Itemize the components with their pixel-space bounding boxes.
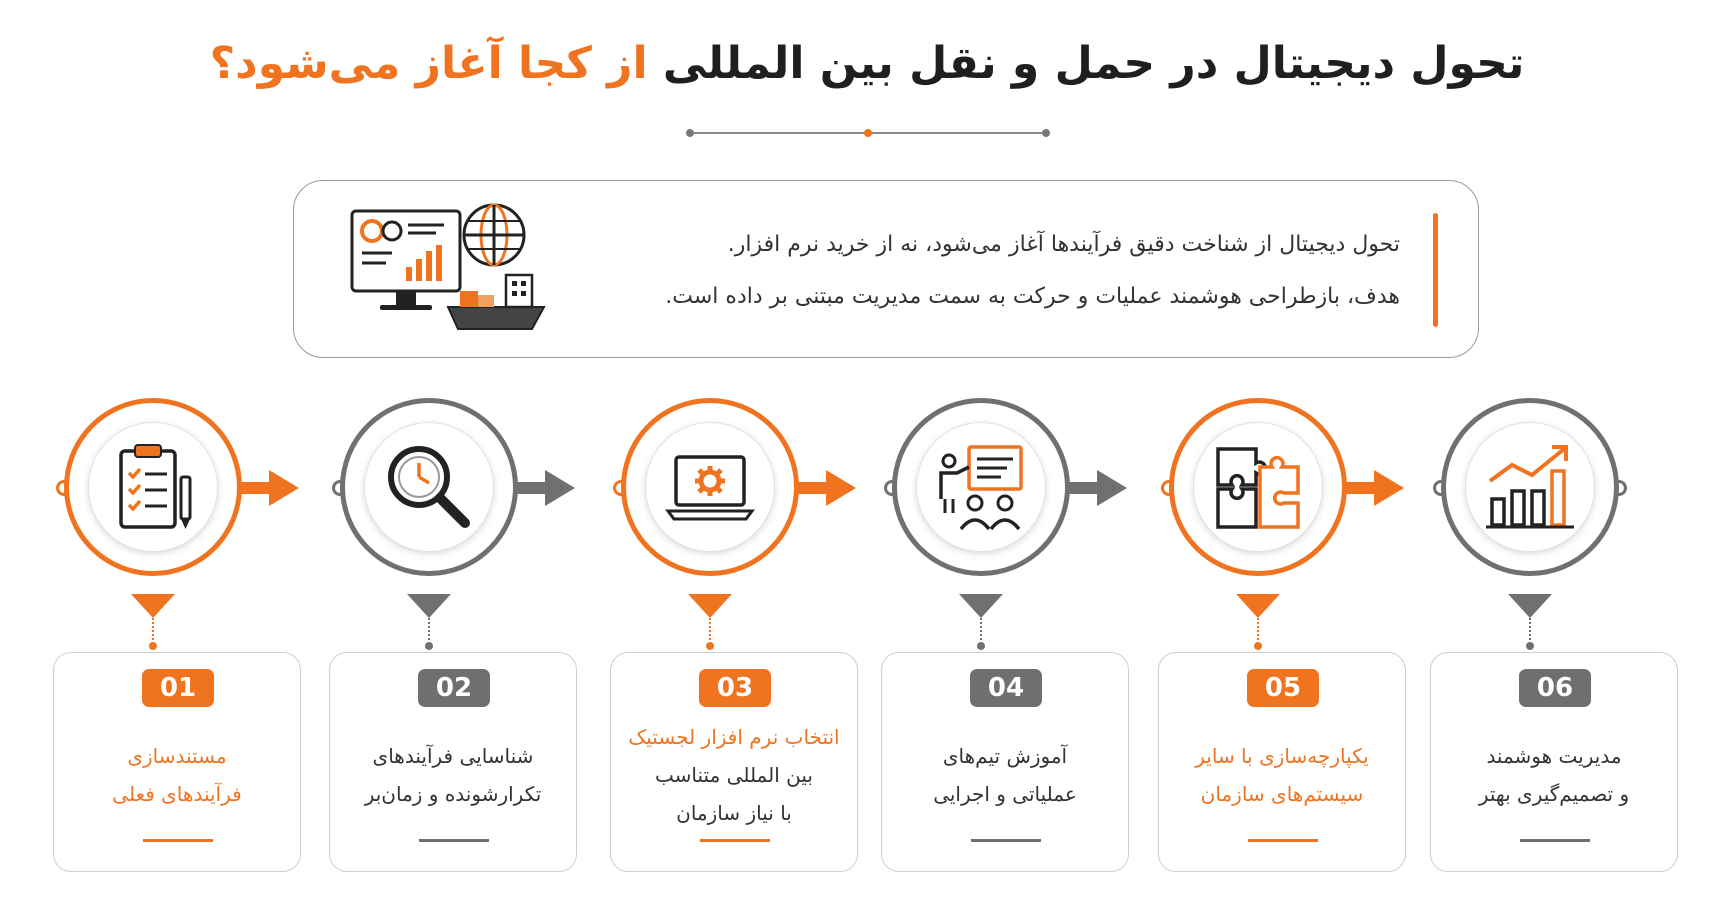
step-ring: [892, 398, 1070, 576]
clipboard-checklist-icon: [103, 437, 203, 537]
arrow-right-icon: [798, 468, 858, 508]
intro-card: [293, 180, 1479, 358]
arrow-right-icon: [241, 468, 301, 508]
step-underline: [143, 839, 213, 842]
step-ring: [1169, 398, 1347, 576]
step-card: [53, 652, 301, 872]
step-number-badge: 01: [142, 669, 214, 707]
step-number-badge: 04: [970, 669, 1042, 707]
step-number-badge: 03: [699, 669, 771, 707]
title-divider: [686, 128, 1050, 138]
growth-chart-icon: [1480, 437, 1580, 537]
pointer-triangle: [959, 594, 1003, 618]
arrow-right-icon: [1069, 468, 1129, 508]
step-card: [610, 652, 858, 872]
intro-line-2: هدف، بازطراحی هوشمند عملیات و حرکت به سمت مدیریت مبتنی بر داده است.: [665, 284, 1400, 309]
step-card: [1158, 652, 1406, 872]
step-card: [329, 652, 577, 872]
step-ring: [1441, 398, 1619, 576]
step-underline: [1248, 839, 1318, 842]
step-label: آموزش تیم‌های عملیاتی و اجرایی: [933, 744, 1077, 806]
step-2: [329, 398, 579, 878]
step-underline: [971, 839, 1041, 842]
step-label: مستندسازی فرآیندهای فعلی: [112, 744, 242, 806]
step-label: یکپارچه‌سازی با سایر سیستم‌های سازمان: [1195, 744, 1369, 806]
laptop-gear-icon: [660, 437, 760, 537]
step-ring: [340, 398, 518, 576]
step-4: [881, 398, 1131, 878]
step-number-badge: 02: [418, 669, 490, 707]
pointer-triangle: [1236, 594, 1280, 618]
step-3: [610, 398, 860, 878]
step-label: انتخاب نرم افزار لجستیک بین المللی متناسب با نیاز سازمان: [628, 725, 840, 825]
step-card: [881, 652, 1129, 872]
step-underline: [419, 839, 489, 842]
step-card: [1430, 652, 1678, 872]
intro-text: [580, 219, 1400, 323]
step-underline: [1520, 839, 1590, 842]
step-1: [53, 398, 303, 878]
pointer-triangle: [131, 594, 175, 618]
title-accent: از کجا آغاز می‌شود؟: [209, 38, 648, 89]
step-underline: [700, 839, 770, 842]
step-6: [1430, 398, 1680, 878]
arrow-right-icon: [1346, 468, 1406, 508]
step-label: مدیریت هوشمند و تصمیم‌گیری بهتر: [1478, 744, 1630, 806]
title-dark: تحول دیجیتال در حمل و نقل بین المللی: [662, 38, 1525, 89]
logistics-dashboard-ship-icon: [344, 201, 554, 337]
presentation-training-icon: [931, 437, 1031, 537]
intro-line-1: تحول دیجیتال از شناخت دقیق فرآیندها آغاز می‌شود، نه از خرید نرم افزار.: [727, 232, 1400, 257]
arrow-right-icon: [517, 468, 577, 508]
step-ring: [621, 398, 799, 576]
pointer-triangle: [1508, 594, 1552, 618]
step-number-badge: 06: [1519, 669, 1591, 707]
step-5: [1158, 398, 1408, 878]
pointer-triangle: [688, 594, 732, 618]
step-ring: [64, 398, 242, 576]
step-label: شناسایی فرآیندهای تکرارشونده و زمان‌بر: [364, 744, 542, 806]
step-number-badge: 05: [1247, 669, 1319, 707]
puzzle-integration-icon: [1208, 437, 1308, 537]
page-title: [0, 38, 1734, 89]
pointer-triangle: [407, 594, 451, 618]
magnifier-clock-icon: [379, 437, 479, 537]
intro-accent-bar: [1433, 213, 1438, 327]
